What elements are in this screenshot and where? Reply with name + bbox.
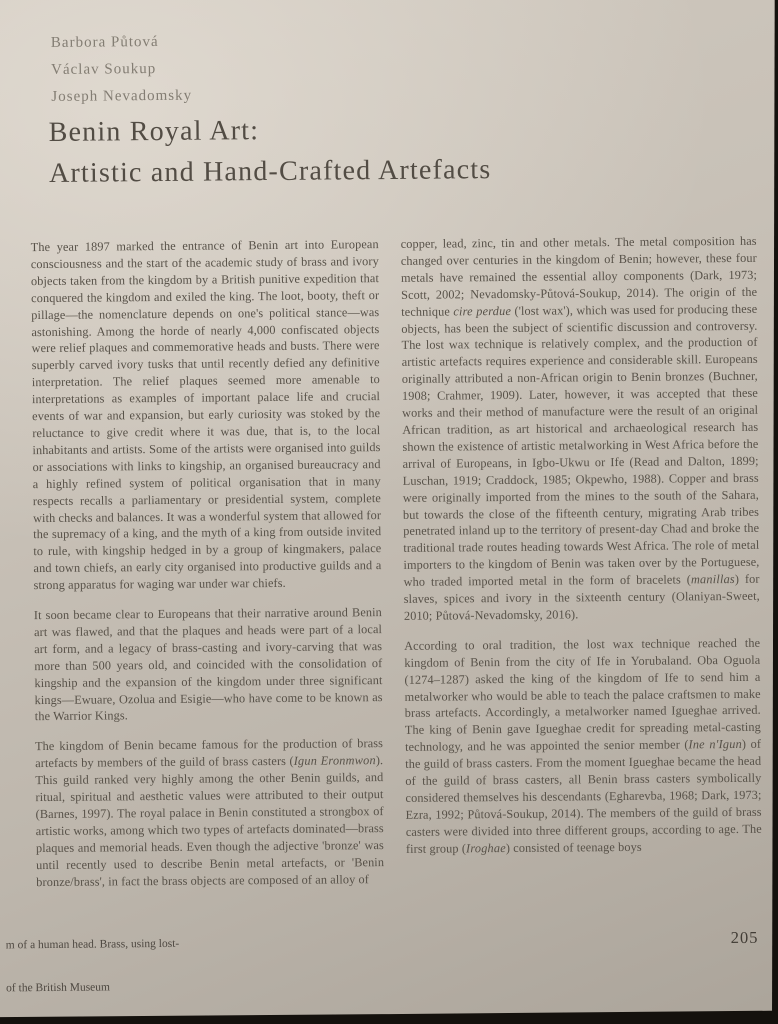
- paragraph: It soon became clear to Europeans that their narrative around Benin art was flawed, and that the plaques and heads were part of a local art form, and a legacy of brass-casting and ivory-carving that was more than 500 years old, and coincided with the consolidation of kingship and the expansion of the kingdom under three significant kings—Ewuare, Ozolua and Esigie—who have come to be known as the Warrior Kings.: [33, 605, 383, 724]
- author-name: Joseph Nevadomsky: [51, 87, 193, 105]
- chapter-title-line2: Artistic and Hand-Crafted Artefacts: [48, 154, 492, 189]
- author-list: [51, 29, 192, 111]
- text-column-left: [31, 236, 385, 904]
- two-column-text-block: [31, 233, 763, 904]
- paragraph: The year 1897 marked the entrance of Benin art into European consciousness and the start of the academic study of brass and ivory objects taken from the kingdom by a British punitive expedition that conquered the kingdom and exiled the king. The loot, booty, theft or pillage—the nomenclature depends on one's political stance—was astonishing. Among the horde of nearly 4,000 confiscated objects were relief plaques and commemorative heads and busts. There were superbly carved ivory tusks that until recently defied any definitive interpretation. The relief plaques seemed more amenable to interpretations as examples of important palace life and crucial events of war and expansion, but early curiosity was stoked by the reluctance to give credit where it was due, that is, to the local inhabitants and artists. Some of the artists were organised into guilds or associations with links to kingship, an organised bureaucracy and a highly refined system of political organisation that in many respects recalls a parliamentary or presidential system, complete with checks and balances. It was a wonderful system that allowed for the supremacy of a king, and the myth of a king from outside invited to rule, with kingship hedged in by a group of kingmakers, palace and town chiefs, an early city organised into productive guilds and a strong apparatus for waging war under war chiefs.: [30, 237, 382, 593]
- chapter-title-line1: Benin Royal Art:: [48, 115, 260, 148]
- text-column-right: [401, 233, 763, 901]
- author-name: Barbora Půtová: [50, 33, 159, 51]
- paragraph: copper, lead, zinc, tin and other metals. The metal composition has changed over centuries in the kingdom of Benin; however, these four metals have remained the essential alloy components (Dark, 1973; Scott, 2002; Nevadomsky-Půtová-Soukup, 2014). The origin of the technique cire perdue ('lost wax'), which was used for producing these objects, has been the subject of scientific discussion and controversy. The lost wax technique is relatively complex, and the production of artistic artefacts requires experience and considerable skill. Europeans originally attributed a non-African origin to Benin bronzes (Buchner, 1908; Crahmer, 1909). Later, however, it was accepted that these works and their method of manufacture were the result of an original African tradition, as art historical and archaeological research has shown the existence of artistic metalworking in West Africa before the arrival of Europeans, in Igbo-Ukwu or Ife (Read and Dalton, 1899; Luschan, 1919; Craddock, 1985; Okpewho, 1988). Copper and brass were originally imported from the mines to the south of the Sahara, but towards the close of the fifteenth century, migrating Arab tribes penetrated inland up to the territory of present-day Chad and broke the traditional trade routes heading towards West Africa. The role of metal importers to the kingdom of Benin was taken over by the Portuguese, who traded imported metal in the form of bracelets (manillas) for slaves, spices and ivory in the sixteenth century (Olaniyan-Sweet, 2010; Půtová-Nevadomsky, 2016).: [400, 233, 760, 623]
- figure-caption-fragment-2: of the British Museum: [6, 981, 111, 995]
- paragraph: The kingdom of Benin became famous for the production of brass artefacts by members of the guild of brass casters (Igun Eronmwon). This guild ranked very highly among the other Benin guilds, and ritual, spiritual and aesthetic values were attributed to their output (Barnes, 1997). The royal palace in Benin constituted a strongbox of artistic works, among which two types of artefacts dominated—brass plaques and memorial heads. Even though the adjective 'bronze' was until recently used to describe Benin metal artefacts, or 'Benin bronze/brass', in fact the brass objects are composed of an alloy of: [34, 736, 385, 889]
- figure-caption-fragment-1: m of a human head. Brass, using lost-: [5, 937, 180, 952]
- author-name: Václav Soukup: [51, 61, 157, 78]
- page-number: 205: [730, 927, 759, 948]
- paragraph: According to oral tradition, the lost wax technique reached the kingdom of Benin from the city of Ife in Yorubaland. Oba Oguola (1274–1287) asked the king of the kingdom of Ife to send him a metalworker who would be able to teach the palace craftsmen to make brass artefacts. Accordingly, a metalworker named Igueghae arrived. The king of Benin gave Igueghae credit for spreading metal-casting technology, and he was appointed the senior member (Ine n'Igun) of the guild of brass casters. From the moment Igueghae became the head of the guild of brass casters, all Benin brass casters symbolically considered themselves his descendants (Egharevba, 1968; Dark, 1973; Ezra, 1992; Půtová-Soukup, 2014). The members of the guild of brass casters were divided into three different groups, according to age. The first group (Iroghae) consisted of teenage boys: [404, 635, 762, 856]
- chapter-title: [48, 108, 491, 194]
